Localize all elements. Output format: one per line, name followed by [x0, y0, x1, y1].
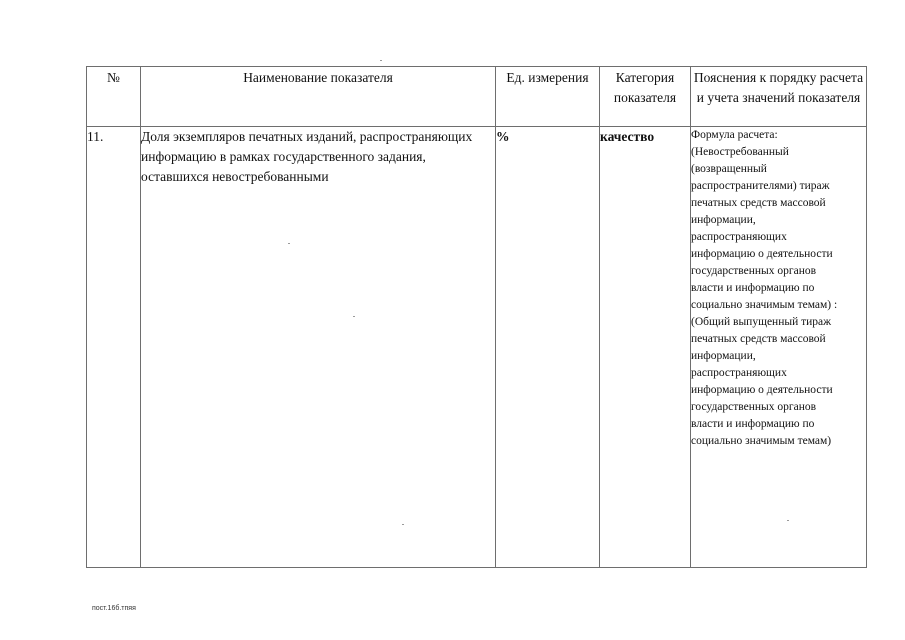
- row-number: 11.: [87, 127, 141, 568]
- header-number: №: [87, 67, 141, 127]
- scan-speck: [402, 524, 404, 525]
- footer-filename: пост.16б.тпяя: [92, 605, 136, 612]
- scan-speck: [787, 520, 789, 521]
- header-indicator-name: Наименование показателя: [141, 67, 496, 127]
- header-category: Категория показателя: [600, 67, 691, 127]
- indicators-table: [86, 66, 867, 568]
- row-unit: %: [496, 127, 600, 568]
- row-indicator-name: Доля экземпляров печатных изданий, распространяющих информацию в рамках государственного задания, оставшихся невостребованными: [141, 127, 496, 568]
- table-row: [87, 127, 867, 568]
- header-unit: Ед. измерения: [496, 67, 600, 127]
- scan-speck: [288, 243, 290, 244]
- scan-speck: [380, 60, 382, 61]
- header-explanation: Пояснения к порядку расчета и учета значений показателя: [691, 67, 867, 127]
- table-header-row: [87, 67, 867, 127]
- row-explanation-formula: Формула расчета: (Невостребованный (возвращенный распространителями) тираж печатных средств массовой информации, распространяющих информацию о деятельности государственных органов власти и информацию по социально значимым темам) : (Общий выпущенный тираж печатных средств массовой информации, распространяющих информацию о деятельности государственных органов власти и информацию по социально значимым темам): [691, 129, 838, 447]
- row-explanation-cell: [691, 127, 867, 568]
- scan-speck: [353, 316, 355, 317]
- row-category: качество: [600, 127, 691, 568]
